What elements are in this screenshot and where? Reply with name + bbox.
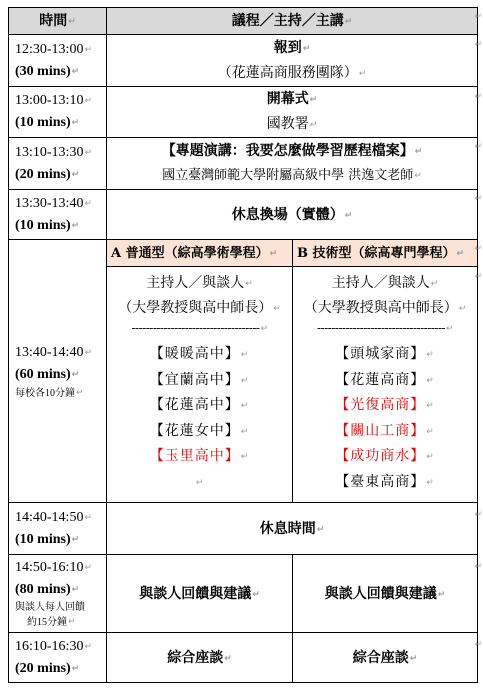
row-end-mark: ↵ [474, 272, 482, 282]
time-cell: 13:10-13:30 ↵ (20 mins) ↵ [9, 138, 107, 190]
row-end-mark: ↵ [474, 640, 482, 650]
row-opening [9, 87, 478, 138]
agenda-cell: 休息時間 ↵ [107, 503, 478, 555]
row-end-mark: ↵ [474, 40, 482, 50]
row-end-mark: ↵ [474, 194, 482, 204]
col-b-body: 主持人／與談人 ↵ （大學教授與高中師長） ↵ ------------------------------------ ↵ 【頭城家商】 ↵ 【花蓮高商】 ↵ 【光復高商】 ↵ 【關山工商】 ↵ 【成功商水】 ↵ 【臺東高商】 ↵ [293, 267, 478, 503]
col-a-feedback: 與談人回饋與建議 ↵ [107, 555, 293, 633]
school-item: 【頭城家商】 ↵ [293, 342, 477, 368]
school-item: 【臺東高商】 ↵ [293, 470, 477, 496]
school-item: 【花蓮女中】 ↵ [107, 419, 292, 445]
session-time-cell: 13:40-14:40 ↵ (60 mins) ↵ 每校各10分鐘 ↵ [9, 240, 107, 503]
row-closing [9, 633, 478, 683]
time-header: 時間 ↵ [9, 8, 107, 35]
row-break1 [9, 190, 478, 240]
row-end-mark: ↵ [474, 562, 482, 572]
agenda-cell: 開幕式 ↵ 國教署 ↵ [107, 87, 478, 138]
row-end-mark: ↵ [474, 92, 482, 102]
header-row [9, 8, 478, 35]
school-item: 【關山工商】 ↵ [293, 419, 477, 445]
school-item: 【宜蘭高中】 ↵ [107, 368, 292, 394]
col-a-header: A 普通型（綜高學術學程） ↵ [107, 240, 293, 267]
col-a-closing: 綜合座談 ↵ [107, 633, 293, 683]
col-a-body: 主持人／與談人 ↵ （大學教授與高中師長） ↵ ------------------------------------ ↵ 【暖暖高中】 ↵ 【宜蘭高中】 ↵ 【花蓮高中】 ↵ 【花蓮女中】 ↵ 【玉里高中】 ↵ ↵ [107, 267, 293, 503]
time-cell: 12:30-13:00 ↵ (30 mins) ↵ [9, 35, 107, 87]
row-keynote [9, 138, 478, 190]
school-item: 【花蓮高商】 ↵ [293, 368, 477, 394]
row-end-mark: ↵ [474, 142, 482, 152]
schedule-table [8, 7, 478, 683]
school-item: 【花蓮高中】 ↵ [107, 393, 292, 419]
school-item: 【光復高商】 ↵ [293, 393, 477, 419]
row-feedback [9, 555, 478, 633]
row-checkin [9, 35, 478, 87]
agenda-cell: 報到 ↵ （花蓮高商服務團隊） ↵ [107, 35, 478, 87]
divider: ------------------------------------ ↵ [293, 321, 477, 336]
divider: ------------------------------------ ↵ [107, 321, 292, 336]
school-item: 【暖暖高中】 ↵ [107, 342, 292, 368]
empty-line [107, 470, 292, 496]
school-item: 【玉里高中】 ↵ [107, 444, 292, 470]
agenda-header: 議程／主持／主講 ↵ [107, 8, 478, 35]
time-cell: 13:00-13:10 ↵ (10 mins) ↵ [9, 87, 107, 138]
time-cell: 14:50-16:10 ↵ (80 mins) ↵ 與談人每人回饋 約15分鐘 ↵ [9, 555, 107, 633]
row-break2 [9, 503, 478, 555]
time-cell: 14:40-14:50 ↵ (10 mins) ↵ [9, 503, 107, 555]
row-end-mark: ↵ [474, 244, 482, 254]
time-cell: 16:10-16:30 ↵ (20 mins) ↵ [9, 633, 107, 683]
row-end-mark: ↵ [474, 510, 482, 520]
time-cell: 13:30-13:40 ↵ (10 mins) ↵ [9, 190, 107, 240]
col-b-closing: 綜合座談 ↵ [293, 633, 478, 683]
col-b-header: B 技術型（綜高專門學程） ↵ [293, 240, 478, 267]
session-header-row [9, 240, 478, 267]
agenda-cell: 休息換場（實體） ↵ [107, 190, 478, 240]
school-item: 【成功商水】 ↵ [293, 444, 477, 470]
row-end-mark: ↵ [474, 12, 482, 22]
col-b-feedback: 與談人回饋與建議 ↵ [293, 555, 478, 633]
agenda-cell: 【專題演講：我要怎麼做學習歷程檔案】 ↵ 國立臺灣師範大學附屬高級中學 洪逸文老師 ↵ [107, 138, 478, 190]
